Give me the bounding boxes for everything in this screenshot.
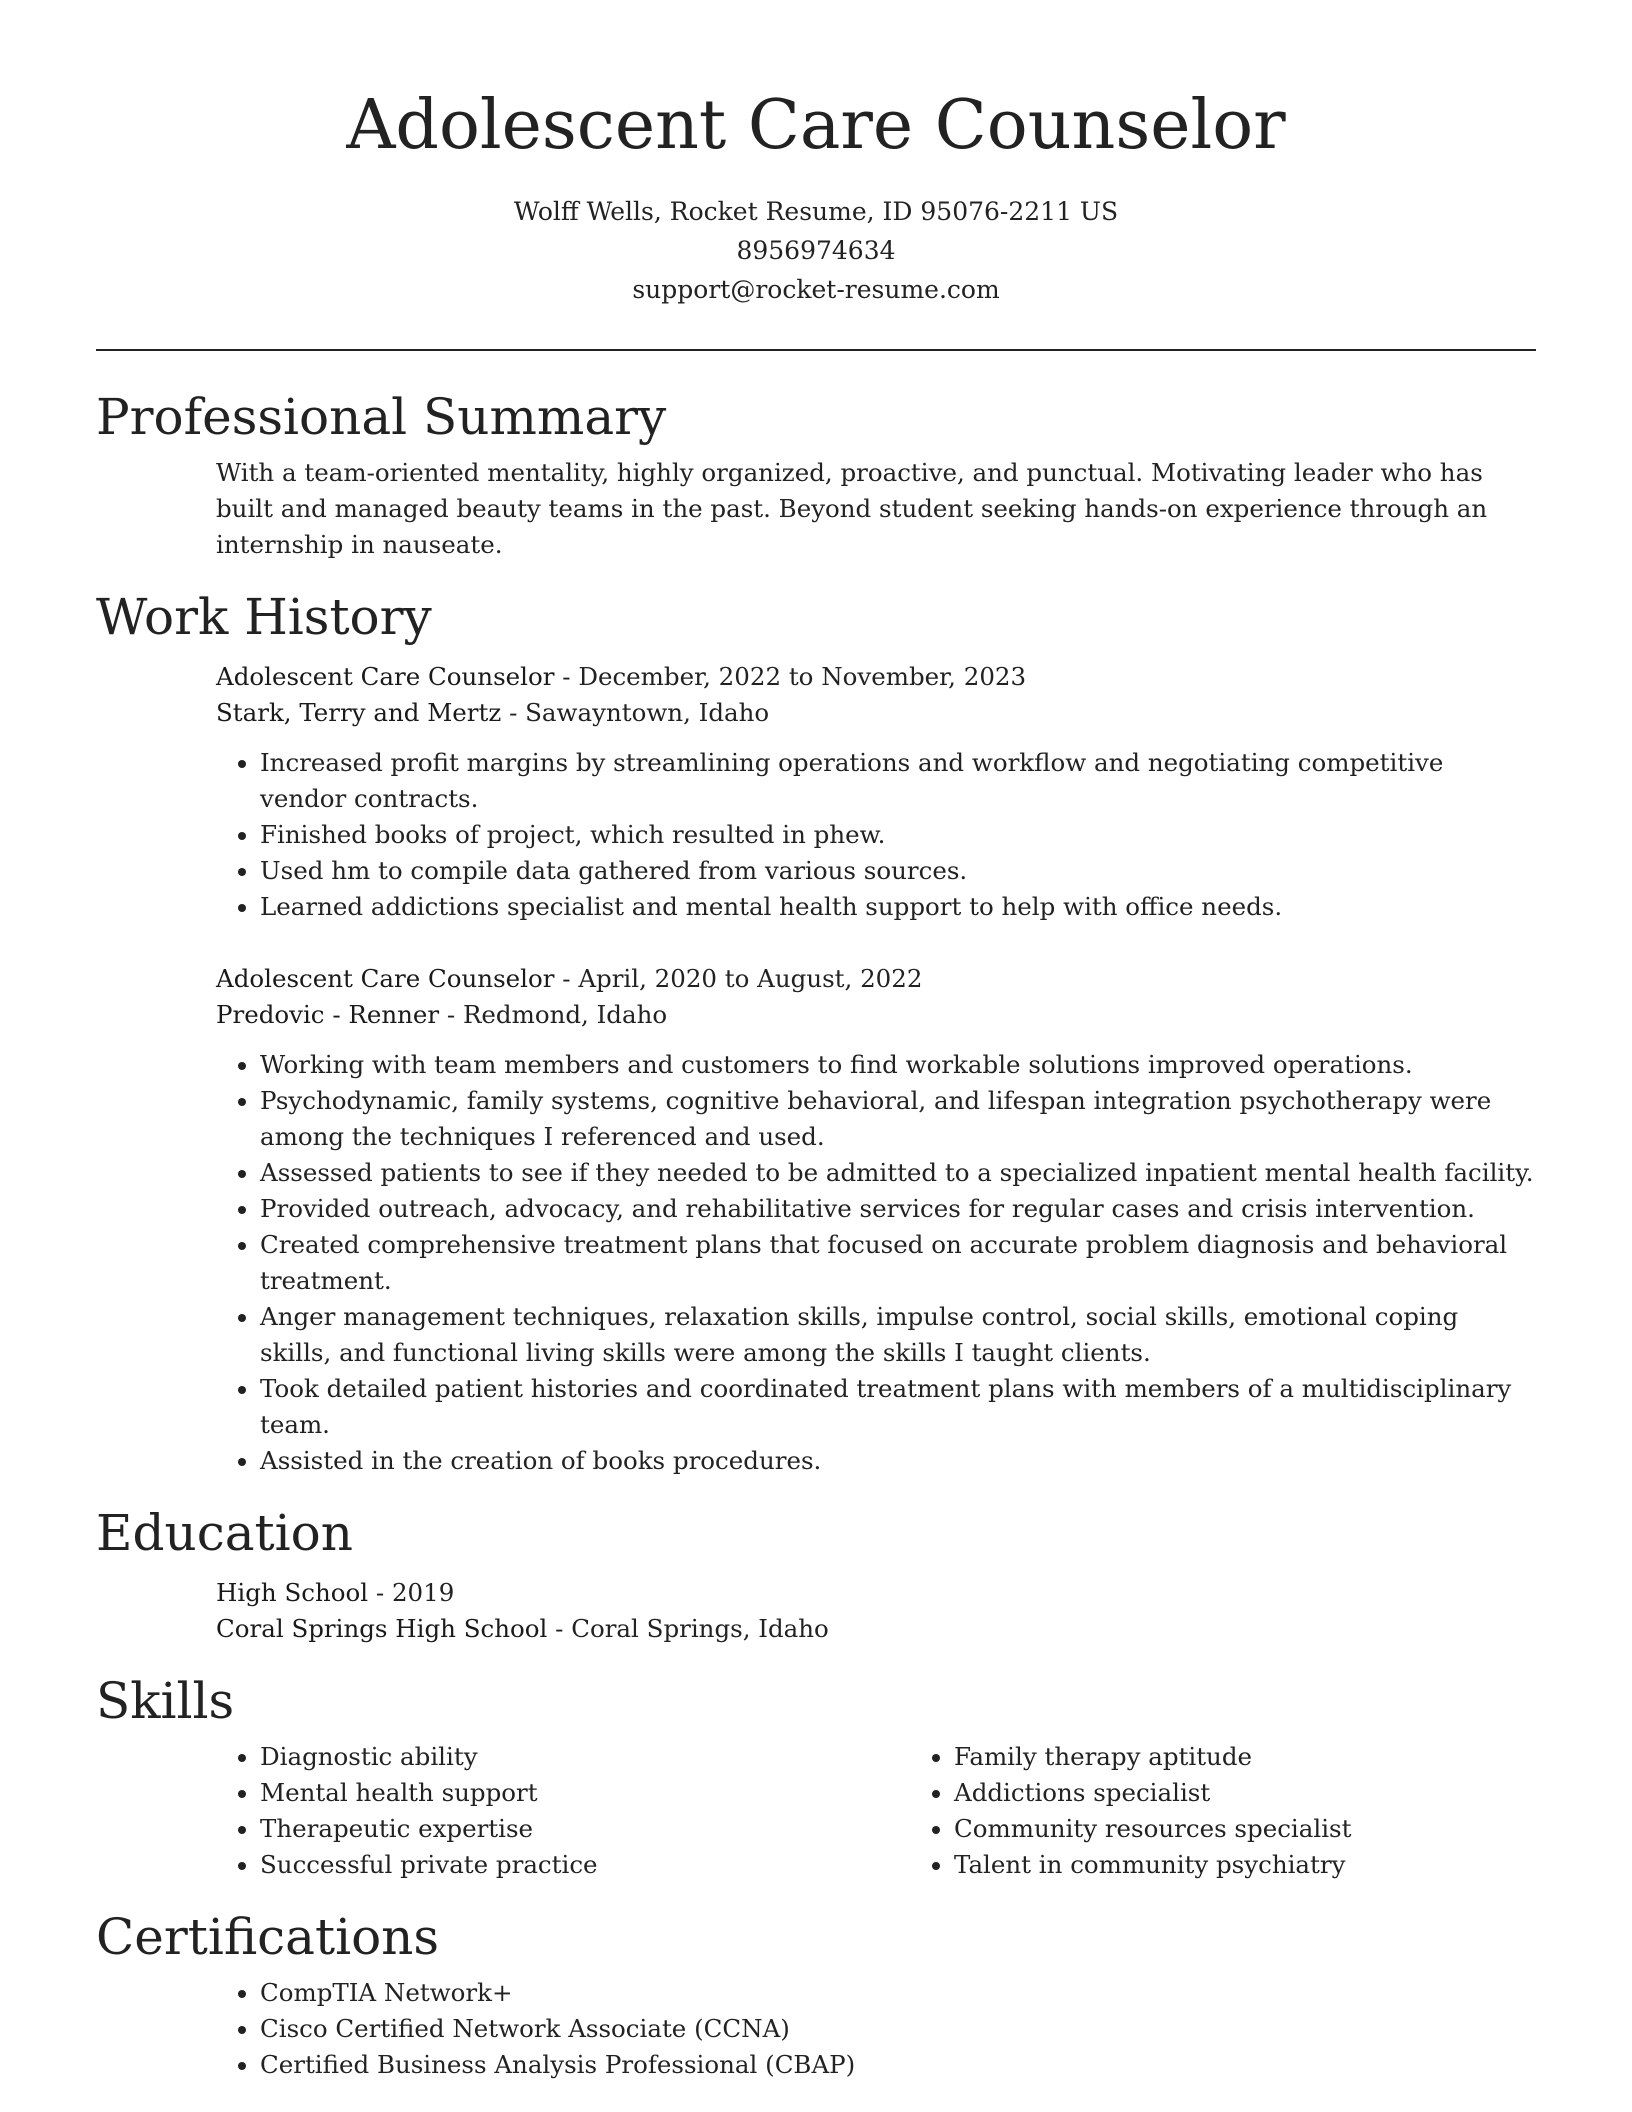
header-divider — [96, 349, 1536, 351]
job-company: Stark, Terry and Mertz — [216, 698, 502, 727]
job-bullet: • Learned addictions specialist and mental health support to help with office needs. — [260, 889, 1536, 925]
job-entry — [216, 659, 1536, 925]
summary-heading: Professional Summary — [96, 388, 667, 446]
skills-section — [96, 1669, 1536, 1883]
job-bullet: • Assessed patients to see if they needed to be admitted to a specialized inpatient mental health facility. — [260, 1155, 1536, 1191]
work-history-section — [96, 585, 1536, 1479]
work-history-heading: Work History — [96, 588, 432, 646]
skills-list-right — [910, 1739, 1351, 1883]
resume-header — [96, 0, 1536, 309]
job-header — [216, 961, 1536, 1033]
certifications-heading: Certifications — [96, 1908, 440, 1966]
certification-item: • Certified Business Analysis Professional (CBAP) — [260, 2047, 1536, 2083]
job-bullet: • Took detailed patient histories and coordinated treatment plans with members of a multidisciplinary team. — [260, 1371, 1536, 1443]
skill-item: • Addictions specialist — [954, 1775, 1351, 1811]
job-company: Predovic - Renner — [216, 1000, 440, 1029]
certification-item: • Cisco Certified Network Associate (CCNA) — [260, 2011, 1536, 2047]
job-bullets — [216, 745, 1536, 925]
job-bullet: • Used hm to compile data gathered from various sources. — [260, 853, 1536, 889]
job-header — [216, 659, 1536, 731]
job-title-line — [216, 961, 1536, 997]
education-section — [96, 1501, 1536, 1647]
job-bullet: • Working with team members and customers to find workable solutions improved operations. — [260, 1047, 1536, 1083]
skill-item: • Family therapy aptitude — [954, 1739, 1351, 1775]
skill-item: • Mental health support — [260, 1775, 910, 1811]
job-bullet: • Created comprehensive treatment plans that focused on accurate problem diagnosis and behavioral treatment. — [260, 1227, 1536, 1299]
job-bullet: • Psychodynamic, family systems, cognitive behavioral, and lifespan integration psychotherapy were among the techniques I referenced and used. — [260, 1083, 1536, 1155]
education-location: Coral Springs, Idaho — [571, 1614, 829, 1643]
job-location: Redmond, Idaho — [462, 1000, 668, 1029]
education-school-line — [216, 1611, 1536, 1647]
separator: - — [554, 662, 579, 691]
skill-item: • Successful private practice — [260, 1847, 910, 1883]
education-year: 2019 — [391, 1578, 455, 1607]
job-location: Sawayntown, Idaho — [525, 698, 770, 727]
job-title-line — [216, 659, 1536, 695]
separator: - — [368, 1578, 392, 1607]
separator: - — [554, 964, 579, 993]
skill-item: • Diagnostic ability — [260, 1739, 910, 1775]
job-bullet: • Increased profit margins by streamlining operations and workflow and negotiating competitive vendor contracts. — [260, 745, 1536, 817]
job-title: Adolescent Care Counselor — [216, 662, 555, 691]
job-bullet: • Provided outreach, advocacy, and rehabilitative services for regular cases and crisis intervention. — [260, 1191, 1536, 1227]
skill-item: • Talent in community psychiatry — [954, 1847, 1351, 1883]
education-heading: Education — [96, 1504, 353, 1562]
summary-text: With a team-oriented mentality, highly organized, proactive, and punctual. Motivating leader who has built and managed beauty teams in the past. Beyond student seeking hands-on experience through an internship in nauseate. — [216, 458, 1488, 559]
education-entry — [216, 1575, 1536, 1647]
job-dates: April, 2020 to August, 2022 — [578, 964, 923, 993]
resume-title: Adolescent Care Counselor — [346, 86, 1286, 165]
certifications-section — [96, 1905, 1536, 2083]
job-bullet: • Anger management techniques, relaxation skills, impulse control, social skills, emotional coping skills, and functional living skills were among the skills I taught clients. — [260, 1299, 1536, 1371]
separator: - — [547, 1614, 572, 1643]
job-entry — [216, 961, 1536, 1479]
job-bullet: • Assisted in the creation of books procedures. — [260, 1443, 1536, 1479]
certifications-list — [216, 1975, 1536, 2083]
education-school: Coral Springs High School — [216, 1614, 548, 1643]
contact-address: Wolff Wells, Rocket Resume, ID 95076-2211 US — [513, 197, 1119, 226]
job-dates: December, 2022 to November, 2023 — [578, 662, 1027, 691]
skills-list-left — [216, 1739, 910, 1883]
skill-item: • Community resources specialist — [954, 1811, 1351, 1847]
separator: - — [501, 698, 526, 727]
job-bullets — [216, 1047, 1536, 1479]
summary-section — [96, 385, 1536, 563]
job-bullet: • Finished books of project, which resulted in phew. — [260, 817, 1536, 853]
skill-item: • Therapeutic expertise — [260, 1811, 910, 1847]
certification-item: • CompTIA Network+ — [260, 1975, 1536, 2011]
contact-phone: 8956974634 — [736, 236, 896, 265]
separator: - — [439, 1000, 463, 1029]
contact-block — [96, 192, 1536, 309]
job-title: Adolescent Care Counselor — [216, 964, 555, 993]
contact-email: support@rocket-resume.com — [632, 275, 1000, 304]
education-degree: High School — [216, 1578, 369, 1607]
job-company-line — [216, 997, 1536, 1033]
education-degree-line — [216, 1575, 1536, 1611]
job-company-line — [216, 695, 1536, 731]
skills-heading: Skills — [96, 1672, 235, 1730]
